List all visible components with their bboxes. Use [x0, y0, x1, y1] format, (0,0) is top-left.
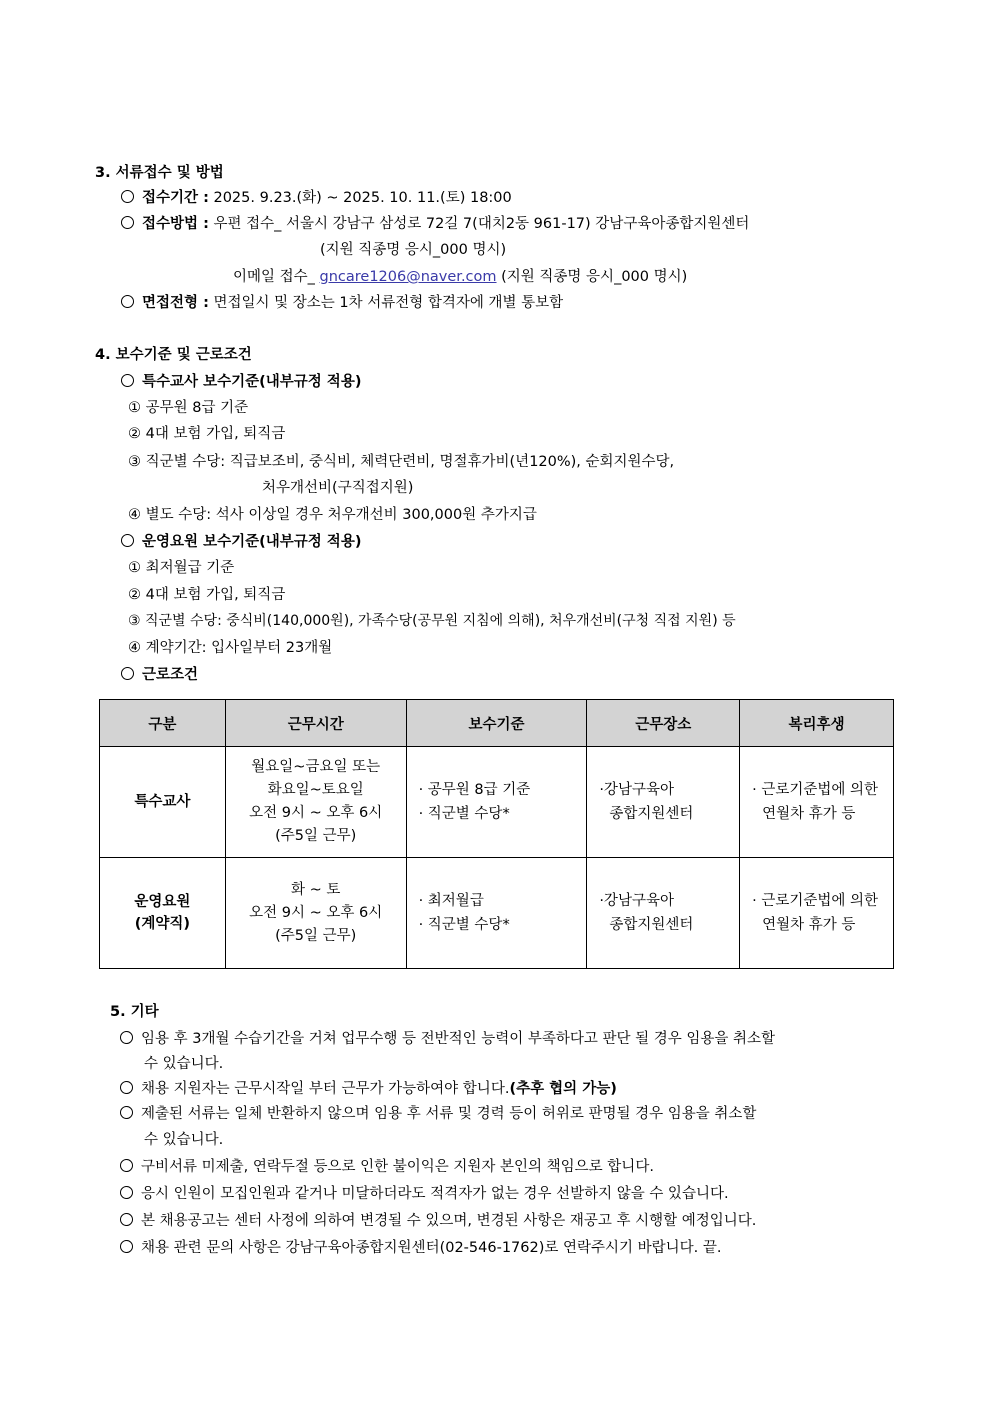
note-text: 구비서류 미제출, 연락두절 등으로 인한 불이익은 지원자 본인의 책임으로 합니다. — [141, 1159, 654, 1175]
note-line — [120, 1029, 775, 1049]
welfare-cell — [740, 747, 894, 858]
teacher-item: ② 4대 보험 가입, 퇴직금 — [128, 426, 286, 442]
teacher-heading-line — [121, 372, 361, 392]
circle-bullet-icon — [121, 667, 134, 680]
circle-bullet-icon — [120, 1213, 133, 1226]
note-text: 제출된 서류는 일체 반환하지 않으며 임용 후 서류 및 경력 등이 허위로 판명될 경우 임용을 취소할 — [141, 1106, 757, 1122]
staff-item: ② 4대 보험 가입, 퇴직금 — [128, 587, 286, 603]
staff-heading-line — [121, 532, 361, 552]
hours-cell — [225, 858, 406, 969]
pay-text: · 직군별 수당* — [418, 806, 510, 822]
interview-label: 면접전형 : — [142, 295, 209, 311]
note-text: 채용 관련 문의 사항은 강남구육아종합지원센터(02-546-1762)로 연락주시기 바랍니다. 끝. — [141, 1240, 722, 1256]
circle-bullet-icon — [121, 190, 134, 203]
welfare-text: 연월차 휴가 등 — [762, 917, 856, 933]
period-line — [121, 188, 512, 208]
method-line — [121, 214, 749, 234]
section-3-heading: 3. 서류접수 및 방법 — [95, 165, 224, 181]
column-header: 근무장소 — [587, 700, 740, 747]
welfare-text: · 근로기준법에 의한 — [752, 893, 879, 909]
circle-bullet-icon — [120, 1186, 133, 1199]
category-cell — [100, 747, 226, 858]
work-heading: 근로조건 — [142, 667, 199, 683]
hours-cell — [225, 747, 406, 858]
welfare-cell — [740, 858, 894, 969]
teacher-item: ④ 별도 수당: 석사 이상일 경우 처우개선비 300,000원 추가지급 — [128, 507, 537, 523]
hours-text: 오전 9시 ~ 오후 6시 — [249, 805, 383, 821]
method-label: 접수방법 : — [142, 216, 209, 232]
staff-item: ④ 계약기간: 입사일부터 23개월 — [128, 640, 333, 656]
note-emphasis: (추후 협의 가능) — [509, 1081, 617, 1097]
circle-bullet-icon — [121, 295, 134, 308]
period-label: 접수기간 : — [142, 190, 209, 206]
teacher-item: ③ 직군별 수당: 직급보조비, 중식비, 체력단련비, 명절휴가비(년120%), 순회지원수당, — [128, 454, 675, 470]
pay-text: · 공무원 8급 기준 — [418, 782, 531, 798]
teacher-heading: 특수교사 보수기준(내부규정 적용) — [142, 374, 362, 390]
email-link[interactable]: gncare1206@naver.com — [319, 269, 497, 285]
teacher-item: ① 공무원 8급 기준 — [128, 400, 249, 416]
table-header-row — [100, 700, 894, 747]
table-row — [100, 858, 894, 969]
work-heading-line — [121, 665, 198, 685]
category-text: 운영요원 — [134, 894, 191, 910]
note-line — [120, 1104, 756, 1124]
circle-bullet-icon — [120, 1240, 133, 1253]
email-line — [233, 267, 687, 287]
work-conditions-table — [99, 699, 894, 969]
staff-item: ③ 직군별 수당: 중식비(140,000원), 가족수당(공무원 지침에 의해), 처우개선비(구청 직접 지원) 등 — [128, 613, 736, 629]
place-cell — [587, 747, 740, 858]
email-suffix: (지원 직종명 응시_000 명시) — [501, 269, 688, 285]
note-text: 채용 지원자는 근무시작일 부터 근무가 가능하여야 합니다. — [141, 1081, 510, 1097]
hours-text: 화요일~토요일 — [267, 782, 364, 798]
hours-text: (주5일 근무) — [275, 828, 357, 844]
place-text: 종합지원센터 — [609, 917, 694, 933]
section-4-heading: 4. 보수기준 및 근로조건 — [95, 347, 252, 363]
column-header: 근무시간 — [225, 700, 406, 747]
mail-line: 우편 접수_ 서울시 강남구 삼성로 72길 7(대치2동 961-17) 강남구육아종합지원센터 — [213, 216, 750, 232]
note-line — [120, 1238, 722, 1258]
column-header: 복리후생 — [740, 700, 894, 747]
pay-text: · 직군별 수당* — [418, 917, 510, 933]
column-header: 구분 — [100, 700, 226, 747]
email-prefix: 이메일 접수_ — [233, 269, 315, 285]
welfare-text: · 근로기준법에 의한 — [752, 782, 879, 798]
circle-bullet-icon — [120, 1106, 133, 1119]
mail-note: (지원 직종명 응시_000 명시) — [320, 242, 507, 258]
place-cell — [587, 858, 740, 969]
note-line — [120, 1184, 729, 1204]
note-text: 임용 후 3개월 수습기간을 거쳐 업무수행 등 전반적인 능력이 부족하다고 판단 될 경우 임용을 취소할 — [141, 1031, 776, 1047]
category-text: 특수교사 — [134, 794, 191, 810]
section-5-heading: 5. 기타 — [110, 1004, 159, 1020]
staff-item: ① 최저월급 기준 — [128, 560, 235, 576]
staff-heading: 운영요원 보수기준(내부규정 적용) — [142, 534, 362, 550]
note-continued: 수 있습니다. — [144, 1132, 224, 1148]
place-text: ·강남구육아 — [599, 893, 674, 909]
interview-line — [121, 293, 563, 313]
circle-bullet-icon — [121, 374, 134, 387]
circle-bullet-icon — [120, 1159, 133, 1172]
circle-bullet-icon — [121, 534, 134, 547]
column-header: 보수기준 — [406, 700, 587, 747]
category-cell — [100, 858, 226, 969]
pay-text: · 최저월급 — [418, 893, 484, 909]
note-text: 응시 인원이 모집인원과 같거나 미달하더라도 적격자가 없는 경우 선발하지 않을 수 있습니다. — [141, 1186, 729, 1202]
place-text: 종합지원센터 — [609, 806, 694, 822]
teacher-item-continued: 처우개선비(구직접지원) — [262, 480, 414, 496]
note-line — [120, 1211, 756, 1231]
period-value: 2025. 9.23.(화) ~ 2025. 10. 11.(토) 18:00 — [213, 190, 512, 206]
interview-value: 면접일시 및 장소는 1차 서류전형 합격자에 개별 통보함 — [213, 295, 564, 311]
place-text: ·강남구육아 — [599, 782, 674, 798]
note-line — [120, 1157, 654, 1177]
circle-bullet-icon — [120, 1081, 133, 1094]
pay-cell — [406, 858, 587, 969]
hours-text: 월요일~금요일 또는 — [251, 759, 381, 775]
circle-bullet-icon — [121, 216, 134, 229]
note-text: 본 채용공고는 센터 사정에 의하여 변경될 수 있으며, 변경된 사항은 재공고 후 시행할 예정입니다. — [141, 1213, 757, 1229]
note-continued: 수 있습니다. — [144, 1056, 224, 1072]
hours-text: 오전 9시 ~ 오후 6시 — [249, 904, 383, 921]
pay-cell — [406, 747, 587, 858]
table-row — [100, 747, 894, 858]
hours-text: 화 ~ 토 — [291, 881, 341, 898]
circle-bullet-icon — [120, 1031, 133, 1044]
note-line — [120, 1079, 617, 1099]
category-text: (계약직) — [134, 916, 191, 932]
hours-text: (주5일 근무) — [275, 927, 357, 944]
welfare-text: 연월차 휴가 등 — [762, 806, 856, 822]
